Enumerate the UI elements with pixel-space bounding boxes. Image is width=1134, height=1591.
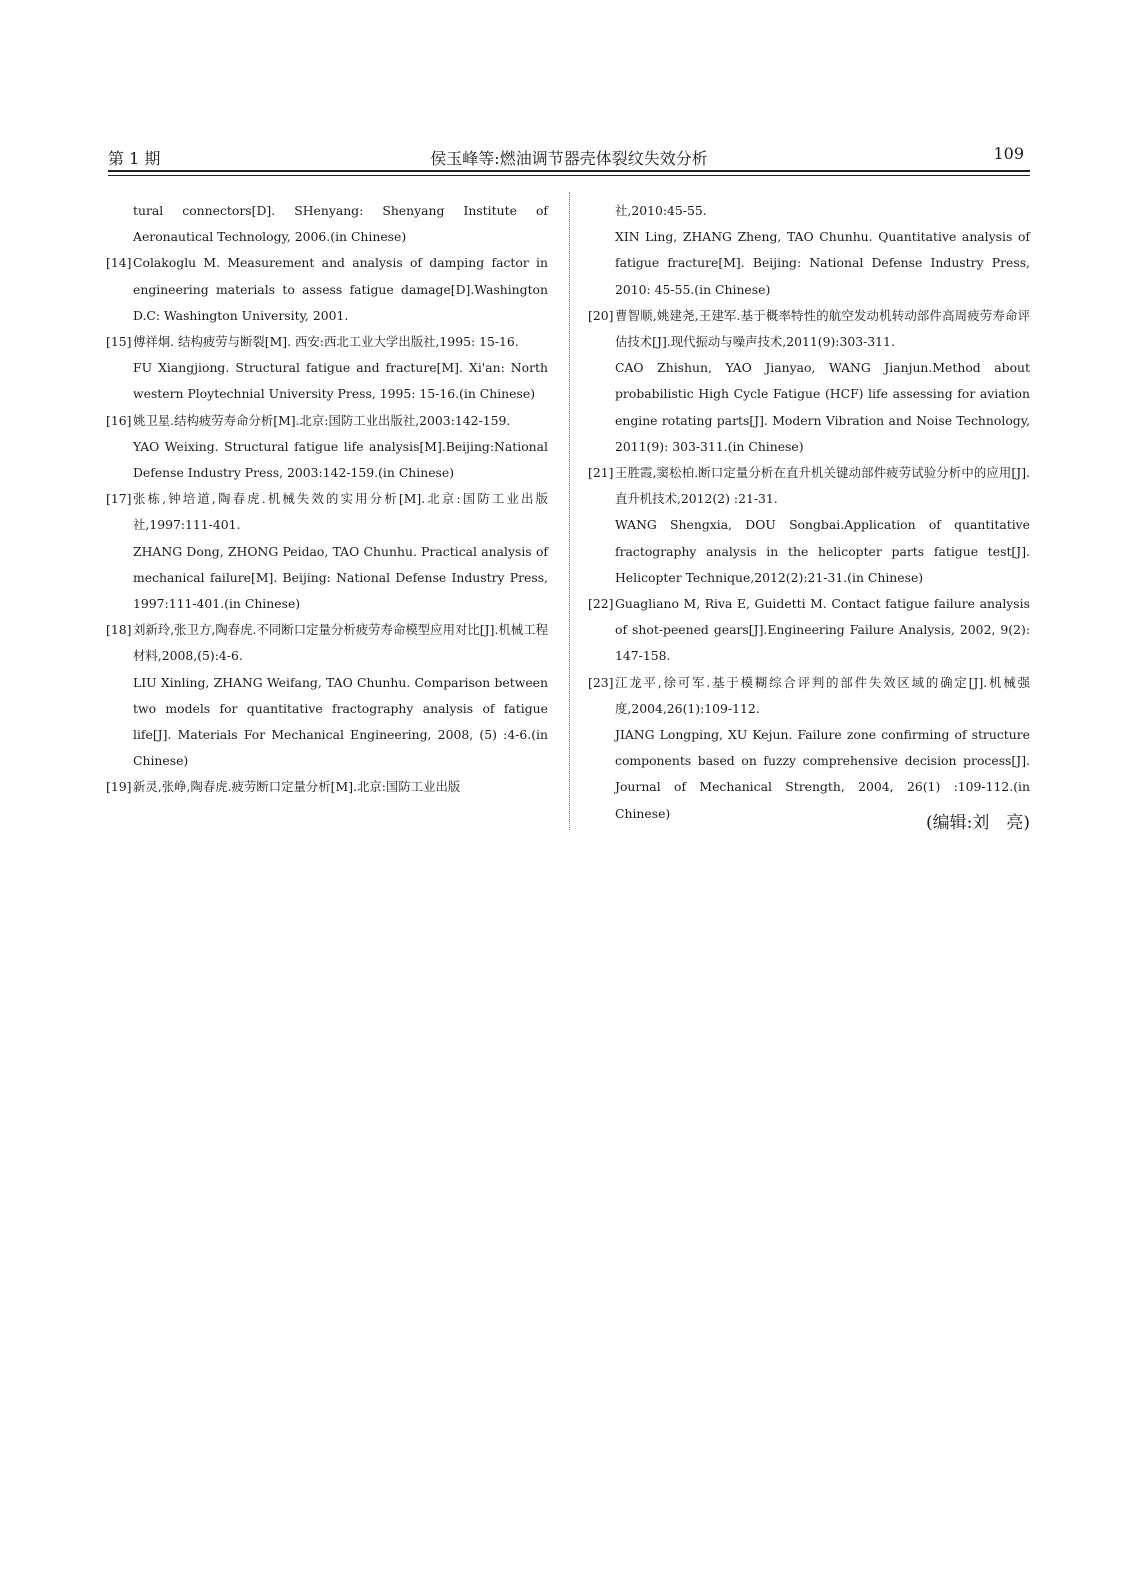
header-rule-thick	[108, 170, 1030, 172]
right-column	[588, 198, 1030, 827]
reference-text: 傅祥炯. 结构疲劳与断裂[M]. 西安:西北工业大学出版社,1995: 15-16.	[133, 334, 519, 350]
reference-22	[588, 591, 1030, 670]
reference-english: LIU Xinling, ZHANG Weifang, TAO Chunhu. Comparison between two models for quantitative fractography analysis of fatigue life[J]. Materials For Mechanical Engineering, 2008, (5) :4-6.(in Chinese)	[133, 674, 548, 769]
reference-tag: [20]	[588, 307, 614, 323]
reference-text: 刘新玲,张卫方,陶春虎.不同断口定量分析疲劳寿命模型应用对比[J].机械工程材料,2008,(5):4-6.	[133, 622, 548, 664]
reference-text: 王胜霞,窦松柏.断口定量分析在直升机关键动部件疲劳试验分析中的应用[J].直升机技术,2012(2) :21-31.	[615, 465, 1030, 507]
editor-note: (编辑:刘 亮)	[926, 813, 1030, 833]
reference-text: 张栋,钟培道,陶春虎.机械失效的实用分析[M].北京:国防工业出版社,1997:111-401.	[133, 491, 548, 533]
reference-text: Guagliano M, Riva E, Guidetti M. Contact fatigue failure analysis of shot-peened gears[J].Engineering Failure Analysis, 2002, 9(2): 147-158.	[615, 596, 1030, 664]
reference-17	[106, 486, 548, 617]
reference-tag: [19]	[106, 779, 132, 795]
reference-continuation	[106, 198, 548, 250]
reference-19	[106, 774, 548, 800]
page-number: 109	[993, 144, 1024, 163]
reference-text: 姚卫星.结构疲劳寿命分析[M].北京:国防工业出版社,2003:142-159.	[133, 412, 511, 428]
reference-english: JIANG Longping, XU Kejun. Failure zone confirming of structure components based on fuzzy comprehensive decision process[J]. Journal of Mechanical Strength, 2004, 26(1) :109-112.(in Chinese)	[615, 727, 1030, 821]
reference-continuation-text: tural connectors[D]. SHenyang: Shenyang Institute of Aeronautical Technology, 2006.(in Chinese)	[133, 203, 548, 245]
reference-continuation-text: 社,2010:45-55.	[615, 203, 707, 218]
reference-text: 江龙平,徐可军.基于模糊综合评判的部件失效区域的确定[J].机械强度,2004,26(1):109-112.	[615, 674, 1030, 716]
reference-tag: [18]	[106, 622, 132, 638]
reference-tag: [16]	[106, 412, 132, 428]
issue-number: 第 1 期	[108, 149, 161, 168]
reference-english: WANG Shengxia, DOU Songbai.Application of quantitative fractography analysis in the helicopter parts fatigue test[J]. Helicopter Technique,2012(2):21-31.(in Chinese)	[615, 517, 1030, 585]
left-column	[106, 198, 548, 801]
reference-tag: [14]	[106, 255, 132, 271]
reference-english: CAO Zhishun, YAO Jianyao, WANG Jianjun.Method about probabilistic High Cycle Fatigue (HCF) life assessing for aviation engine rotating parts[J]. Modern Vibration and Noise Technology, 2011(9): 303-311.(in Chinese)	[615, 360, 1030, 454]
reference-english: ZHANG Dong, ZHONG Peidao, TAO Chunhu. Practical analysis of mechanical failure[M]. Beijing: National Defense Industry Press, 1997:111-401.(in Chinese)	[133, 543, 548, 612]
reference-tag: [15]	[106, 334, 132, 350]
reference-english: YAO Weixing. Structural fatigue life analysis[M].Beijing:National Defense Industry Press, 2003:142-159.(in Chinese)	[133, 438, 548, 481]
reference-continuation	[588, 198, 1030, 303]
reference-16	[106, 408, 548, 487]
reference-tag: [22]	[588, 596, 614, 612]
reference-tag: [23]	[588, 674, 614, 690]
reference-15	[106, 329, 548, 408]
reference-tag: [17]	[106, 491, 132, 507]
reference-18	[106, 617, 548, 774]
reference-text: Colakoglu M. Measurement and analysis of damping factor in engineering materials to assess fatigue damage[D].Washington D.C: Washington University, 2001.	[133, 255, 548, 323]
reference-text: 新灵,张峥,陶春虎.疲劳断口定量分析[M].北京:国防工业出版	[133, 779, 461, 795]
reference-text: 曹智顺,姚建尧,王建军.基于概率特性的航空发动机转动部件高周疲劳寿命评估技术[J].现代振动与噪声技术,2011(9):303-311.	[615, 307, 1030, 350]
reference-14	[106, 250, 548, 329]
reference-23	[588, 670, 1030, 827]
reference-tag: [21]	[588, 465, 614, 481]
page-header	[108, 144, 1030, 170]
reference-continuation-english: XIN Ling, ZHANG Zheng, TAO Chunhu. Quantitative analysis of fatigue fracture[M]. Beijing: National Defense Industry Press, 2010: 45-55.(in Chinese)	[615, 229, 1030, 297]
reference-21	[588, 460, 1030, 591]
running-title: 侯玉峰等:燃油调节器壳体裂纹失效分析	[430, 149, 708, 168]
column-divider	[569, 192, 570, 830]
header-rule-thin	[108, 175, 1030, 176]
reference-20	[588, 303, 1030, 460]
reference-english: FU Xiangjiong. Structural fatigue and fracture[M]. Xi'an: North western Ploytechnial University Press, 1995: 15-16.(in Chinese)	[133, 360, 548, 402]
